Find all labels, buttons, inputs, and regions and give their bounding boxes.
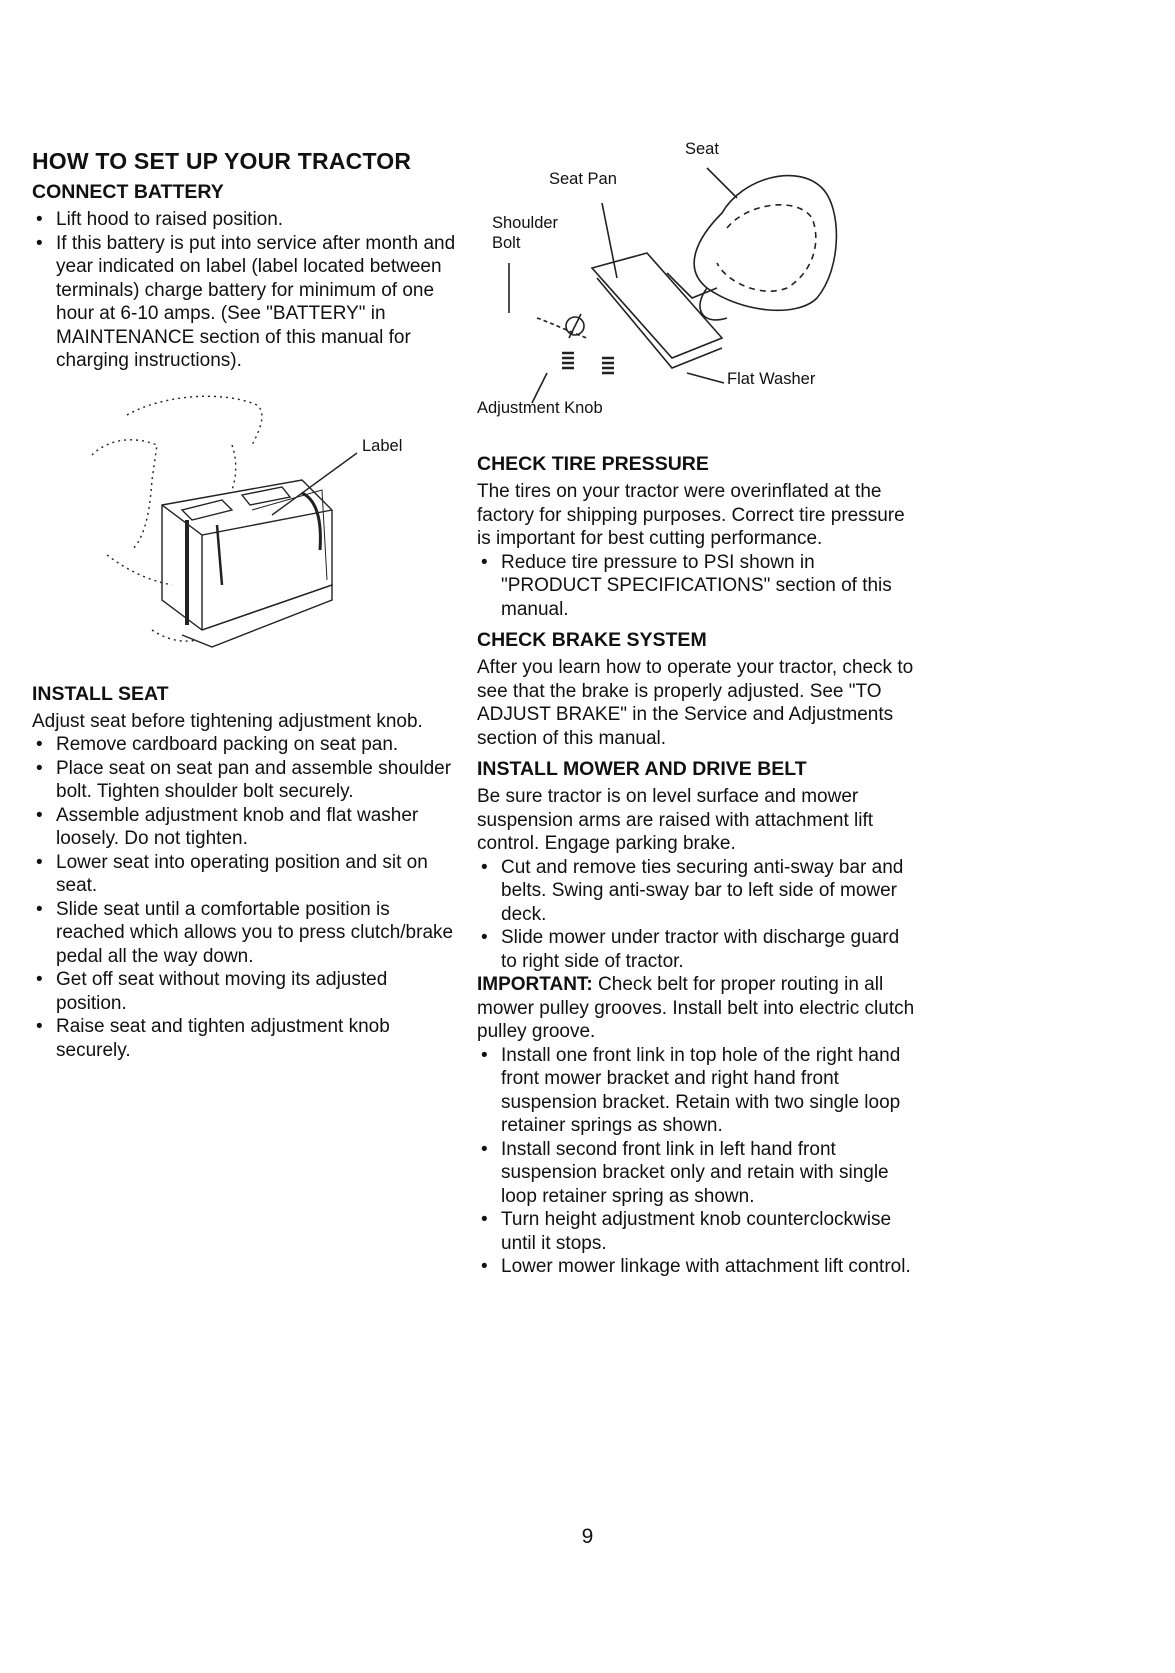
install-mower-intro: Be sure tractor is on level surface and mower suspension arms are raised with attachment lift control. Engage parking brake.: [477, 786, 874, 854]
page-title: HOW TO SET UP YOUR TRACTOR: [32, 148, 412, 174]
list-item: • Turn height adjustment knob counterclockwise until it stops.: [477, 1208, 917, 1255]
install-seat-heading: INSTALL SEAT: [32, 682, 169, 705]
install-mower-list-a: [477, 856, 917, 974]
important-note: [477, 973, 917, 1044]
seat-callout: Seat: [685, 140, 719, 158]
important-text: Check belt for proper routing in all mower pulley grooves. Install belt into electric clutch pulley groove.: [477, 974, 915, 1042]
important-label: IMPORTANT:: [477, 974, 593, 995]
seat-figure: [477, 140, 917, 423]
list-item: • Lower mower linkage with attachment lift control.: [477, 1255, 917, 1279]
seat-pan-callout: Seat Pan: [549, 170, 617, 188]
list-item: • Reduce tire pressure to PSI shown in "PRODUCT SPECIFICATIONS" section of this manual.: [477, 551, 917, 622]
flat-washer-callout: Flat Washer: [727, 370, 816, 388]
shoulder-bolt-callout-line1: Shoulder: [492, 214, 559, 232]
install-mower-list-b: [477, 1044, 917, 1279]
list-item: • Place seat on seat pan and assemble shoulder bolt. Tighten shoulder bolt securely.: [32, 757, 462, 804]
check-brake-heading: CHECK BRAKE SYSTEM: [477, 629, 707, 651]
adjustment-knob-callout: Adjustment Knob: [477, 399, 603, 417]
right-column: [477, 140, 917, 1279]
battery-figure: [32, 385, 462, 675]
list-item: • If this battery is put into service after month and year indicated on label (label located between terminals) charge battery for minimum of one hour at 6-10 amps. (See "BATTERY" in MAINTENANCE section of this manual for charging instructions).: [32, 232, 462, 373]
check-tire-heading: CHECK TIRE PRESSURE: [477, 453, 709, 475]
check-tire-intro: The tires on your tractor were overinflated at the factory for shipping purposes. Correct tire pressure is important for best cutting performance.: [477, 481, 905, 549]
list-item: • Cut and remove ties securing anti-sway bar and belts. Swing anti-sway bar to left side of mower deck.: [477, 856, 917, 927]
install-mower-heading: INSTALL MOWER AND DRIVE BELT: [477, 758, 807, 780]
battery-illustration: [32, 385, 462, 675]
list-item: • Install one front link in top hole of the right hand front mower bracket and right hand front suspension bracket. Retain with two single loop retainer springs as shown.: [477, 1044, 917, 1138]
list-item: • Assemble adjustment knob and flat washer loosely. Do not tighten.: [32, 804, 462, 851]
battery-label-callout: Label: [362, 436, 403, 455]
left-column: [32, 148, 462, 1062]
list-item: • Install second front link in left hand front suspension bracket only and retain with single loop retainer spring as shown.: [477, 1138, 917, 1209]
list-item: • Raise seat and tighten adjustment knob securely.: [32, 1015, 462, 1062]
list-item: • Slide seat until a comfortable position is reached which allows you to press clutch/brake pedal all the way down.: [32, 898, 462, 969]
list-item: • Get off seat without moving its adjusted position.: [32, 968, 462, 1015]
list-item: • Lift hood to raised position.: [32, 208, 462, 232]
seat-illustration: [477, 148, 917, 423]
check-brake-text: After you learn how to operate your tractor, check to see that the brake is properly adjusted. See "TO ADJUST BRAKE" in the Service and Adjustments section of this manual.: [477, 657, 914, 749]
check-tire-list: [477, 551, 917, 622]
install-seat-intro: Adjust seat before tightening adjustment knob.: [32, 710, 423, 732]
connect-battery-list: [32, 208, 462, 373]
connect-battery-heading: CONNECT BATTERY: [32, 181, 224, 203]
list-item: • Lower seat into operating position and sit on seat.: [32, 851, 462, 898]
page-number: 9: [581, 1525, 594, 1548]
shoulder-bolt-callout-line2: Bolt: [492, 234, 521, 252]
list-item: • Slide mower under tractor with discharge guard to right side of tractor.: [477, 926, 917, 973]
install-seat-list: [32, 733, 462, 1062]
list-item: • Remove cardboard packing on seat pan.: [32, 733, 462, 757]
